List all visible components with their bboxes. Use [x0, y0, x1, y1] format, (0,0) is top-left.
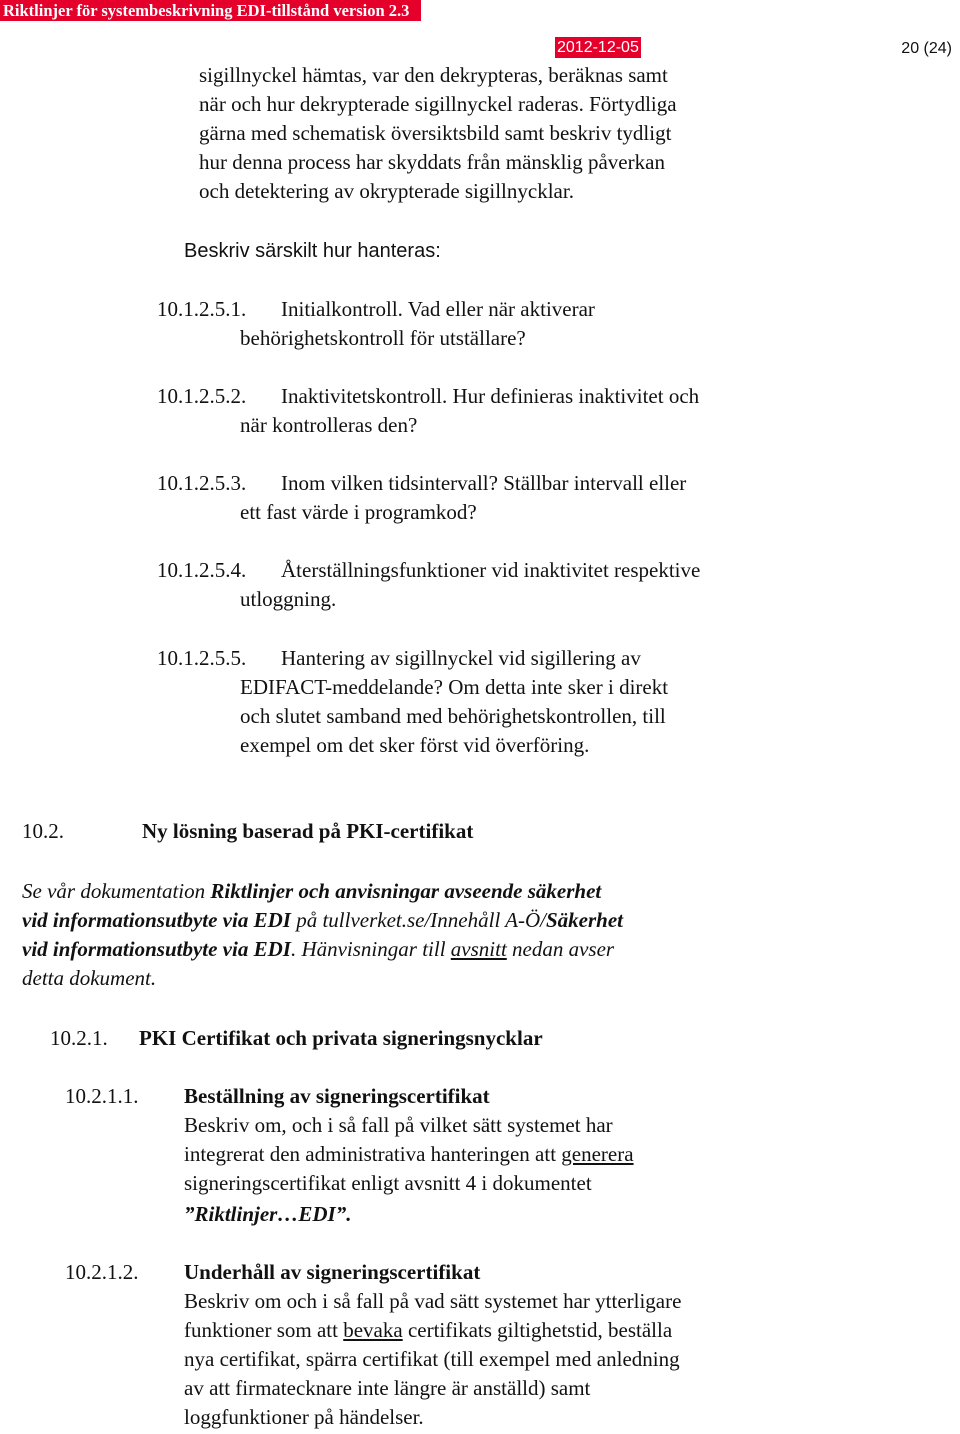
- body-line: Beskriv om och i så fall på vad sätt systemet har ytterligare: [184, 1289, 682, 1313]
- item-text: när kontrolleras den?: [240, 413, 418, 437]
- intro-line: gärna med schematisk översiktsbild samt beskriv tydligt: [199, 121, 672, 145]
- item-text: ett fast värde i programkod?: [240, 500, 477, 524]
- item-text: behörighetskontroll för utställare?: [240, 326, 526, 350]
- intro-line: när och hur dekrypterade sigillnyckel raderas. Förtydliga: [199, 92, 677, 116]
- subsubsection-number: 10.2.1.2.: [65, 1260, 139, 1284]
- describe-label: Beskriv särskilt hur hanteras:: [184, 240, 441, 262]
- item-text: Inaktivitetskontroll. Hur definieras inaktivitet och: [281, 384, 700, 408]
- item-text: utloggning.: [240, 587, 337, 611]
- document-title-banner: Riktlinjer för systembeskrivning EDI-tillstånd version 2.3: [0, 0, 421, 21]
- ref-doc-title: Riktlinjer och anvisningar avseende säkerhet: [210, 879, 602, 903]
- intro-line: och detektering av okrypterade sigillnycklar.: [199, 179, 574, 203]
- body-line: [184, 1140, 634, 1170]
- document-date: 2012-12-05: [557, 39, 639, 56]
- item-text: Initialkontroll. Vad eller när aktiverar: [281, 297, 595, 321]
- body-line-doc-title: ”Riktlinjer…EDI”.: [184, 1202, 352, 1226]
- item-number: 10.1.2.5.3.: [157, 471, 247, 495]
- body-line: loggfunktioner på händelser.: [184, 1405, 424, 1429]
- body-line: av att firmatecknare inte längre är anställd) samt: [184, 1376, 591, 1400]
- page-number: 20 (24): [901, 40, 952, 57]
- ref-line: [22, 877, 601, 907]
- body-text: certifikats giltighetstid, beställa: [402, 1318, 673, 1342]
- body-line: [184, 1316, 672, 1346]
- section-heading: Ny lösning baserad på PKI-certifikat: [142, 819, 474, 843]
- item-number: 10.1.2.5.4.: [157, 558, 247, 582]
- ref-text: detta dokument.: [22, 966, 157, 990]
- item-text: Återställningsfunktioner vid inaktivitet respektive: [281, 558, 701, 582]
- ref-line: [22, 935, 614, 965]
- ref-link-title: vid informationsutbyte via EDI: [22, 937, 291, 961]
- ref-text: . Hänvisningar till: [290, 937, 451, 961]
- underlined-word: bevaka: [343, 1318, 403, 1342]
- intro-line: sigillnyckel hämtas, var den dekrypteras, beräknas samt: [199, 63, 668, 87]
- body-text: funktioner som att: [184, 1318, 344, 1342]
- item-text: exempel om det sker först vid överföring.: [240, 733, 590, 757]
- ref-underlined-word: avsnitt: [450, 937, 507, 961]
- intro-line: hur denna process har skyddats från mänsklig påverkan: [199, 150, 665, 174]
- ref-doc-title: vid informationsutbyte via EDI: [22, 908, 291, 932]
- underlined-word: generera: [561, 1142, 634, 1166]
- body-line: nya certifikat, spärra certifikat (till exempel med anledning: [184, 1347, 680, 1371]
- section-number: 10.2.: [22, 819, 64, 843]
- item-number: 10.1.2.5.2.: [157, 384, 247, 408]
- item-number: 10.1.2.5.5.: [157, 646, 247, 670]
- item-text: Inom vilken tidsintervall? Ställbar intervall eller: [281, 471, 687, 495]
- body-text: integrerat den administrativa hanteringen att: [184, 1142, 562, 1166]
- ref-text: Se vår dokumentation: [22, 879, 211, 903]
- item-number: 10.1.2.5.1.: [157, 297, 247, 321]
- subsubsection-heading: Underhåll av signeringscertifikat: [184, 1260, 481, 1284]
- subsubsection-number: 10.2.1.1.: [65, 1084, 139, 1108]
- subsection-heading: PKI Certifikat och privata signeringsnycklar: [139, 1026, 543, 1050]
- ref-text: på tullverket.se/Innehåll A-Ö/: [290, 908, 546, 932]
- ref-line: [22, 906, 623, 936]
- subsection-number: 10.2.1.: [50, 1026, 108, 1050]
- ref-text: nedan avser: [506, 937, 615, 961]
- ref-line: [22, 964, 156, 994]
- item-text: EDIFACT-meddelande? Om detta inte sker i direkt: [240, 675, 669, 699]
- body-line: Beskriv om, och i så fall på vilket sätt systemet har: [184, 1113, 613, 1137]
- ref-link-title: Säkerhet: [545, 908, 623, 932]
- body-line: signeringscertifikat enligt avsnitt 4 i dokumentet: [184, 1171, 592, 1195]
- subsubsection-heading: Beställning av signeringscertifikat: [184, 1084, 490, 1108]
- item-text: och slutet samband med behörighetskontrollen, till: [240, 704, 666, 728]
- item-text: Hantering av sigillnyckel vid sigillering av: [281, 646, 641, 670]
